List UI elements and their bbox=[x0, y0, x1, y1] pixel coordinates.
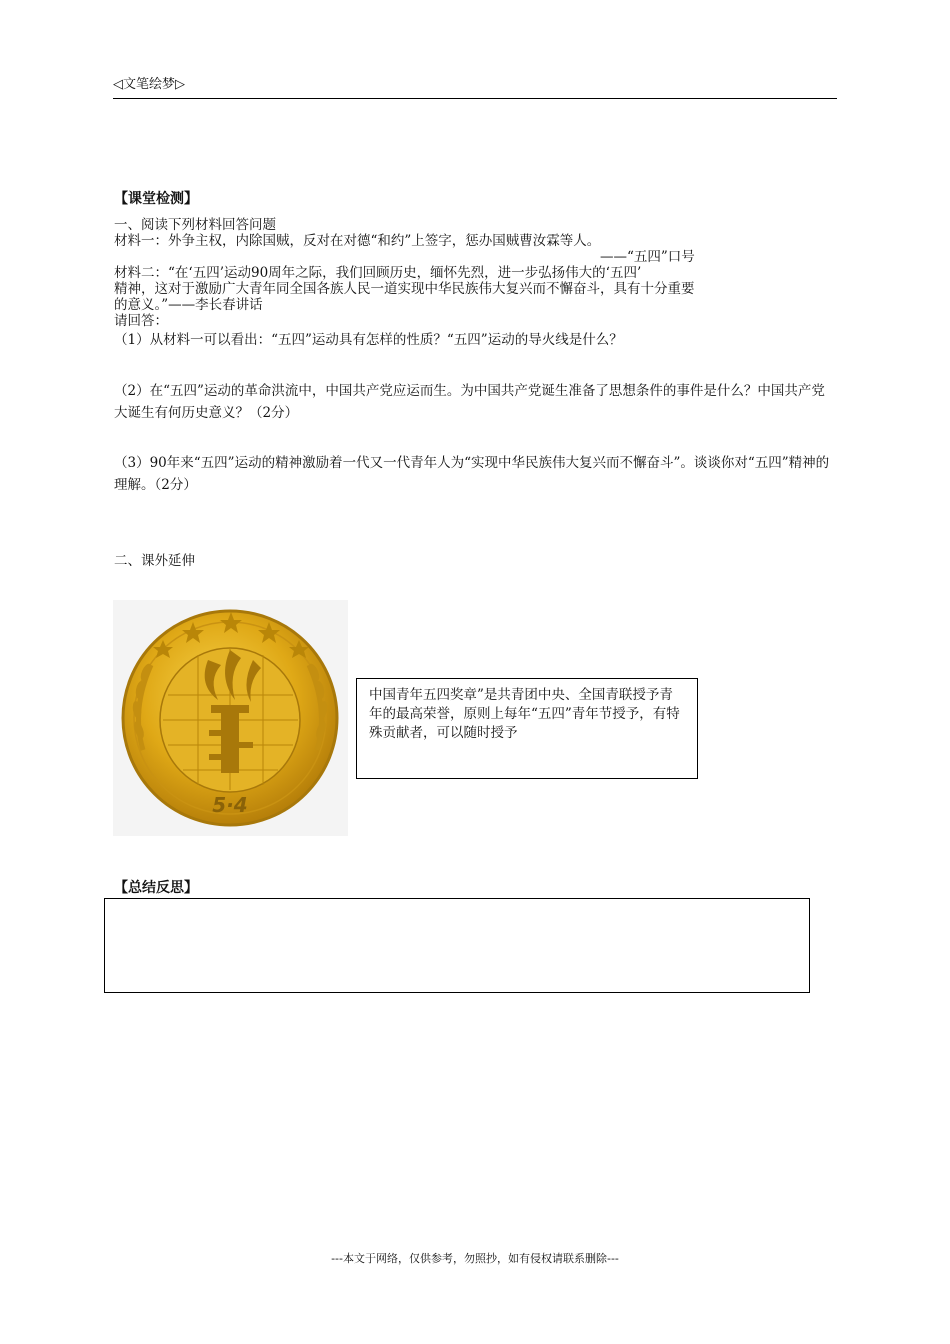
material1-source: ——“五四”口号 bbox=[600, 249, 695, 265]
medal-image bbox=[113, 600, 348, 836]
material2-line1: 材料二：“在‘五四’运动90周年之际，我们回顾历史，缅怀先烈，进一步弘扬伟大的‘五四’ bbox=[114, 265, 642, 281]
material1-text: 材料一：外争主权，内除国贼，反对在对德“和约”上签字，惩办国贼曹汝霖等人。 bbox=[114, 233, 601, 249]
part1-title: 一、阅读下列材料回答问题 bbox=[114, 217, 276, 233]
question-3: （3）90年来“五四”运动的精神激励着一代又一代青年人为“实现中华民族伟大复兴而不懈奋斗”。谈谈你对“五四”精神的理解。（2分） bbox=[114, 455, 830, 493]
youth-may-fourth-medal-icon bbox=[113, 600, 348, 836]
answer-prompt: 请回答： bbox=[114, 313, 168, 329]
question-2: （2）在“五四”运动的革命洪流中，中国共产党应运而生。为中国共产党诞生准备了思想条件的事件是什么？中国共产党大诞生有何历史意义？（2分） bbox=[114, 383, 825, 421]
summary-answer-box[interactable] bbox=[104, 898, 810, 993]
page-header bbox=[113, 76, 837, 99]
part2-title: 二、课外延伸 bbox=[114, 553, 195, 569]
footer-disclaimer: ---本文于网络，仅供参考，勿照抄，如有侵权请联系删除--- bbox=[331, 1252, 619, 1265]
award-description-box bbox=[356, 678, 698, 779]
award-description: 中国青年五四奖章”是共青团中央、全国青联授予青年的最高荣誉，原则上每年“五四”青年节授予，有特殊贡献者，可以随时授予 bbox=[369, 687, 680, 741]
material2-line3: 的意义。”——李长春讲话 bbox=[114, 297, 263, 313]
question-1: （1）从材料一可以看出：“五四”运动具有怎样的性质？“五四”运动的导火线是什么？ bbox=[114, 332, 623, 348]
medal-inscription: 5·4 bbox=[212, 793, 248, 817]
header-title: ◁文笔绘梦▷ bbox=[113, 77, 185, 92]
class-check-title: 【课堂检测】 bbox=[114, 191, 198, 207]
material2-line2: 精神，这对于激励广大青年同全国各族人民一道实现中华民族伟大复兴而不懈奋斗，具有十分重要 bbox=[114, 281, 695, 297]
summary-title: 【总结反思】 bbox=[114, 880, 198, 896]
